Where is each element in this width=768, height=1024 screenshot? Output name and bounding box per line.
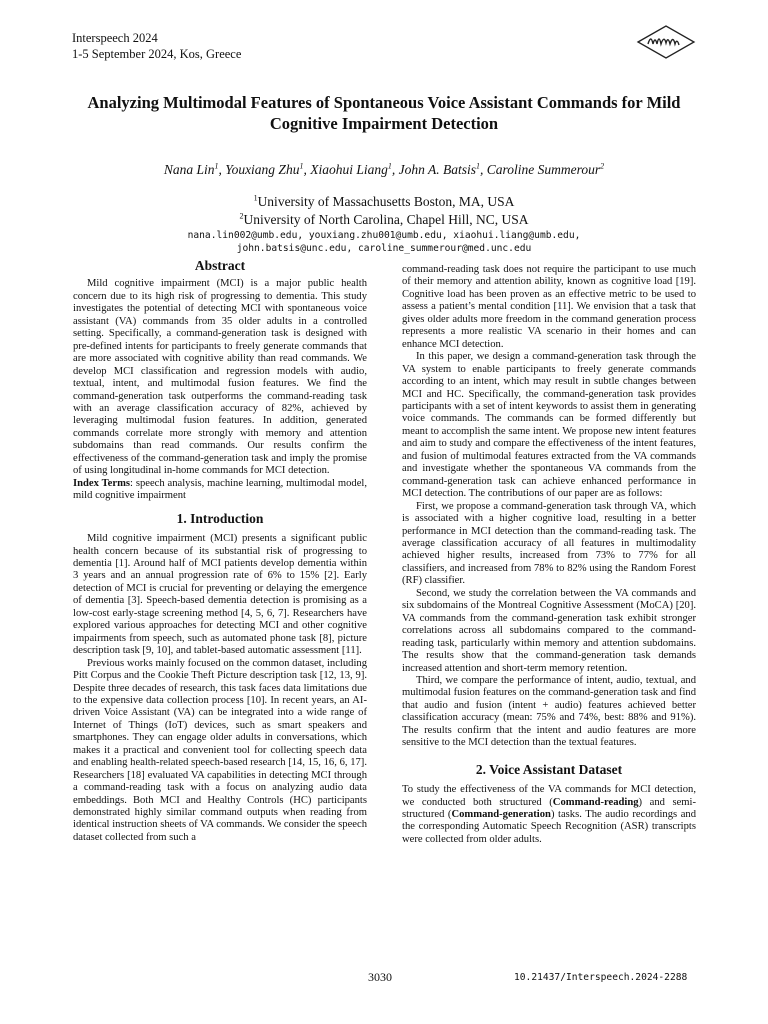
paragraph: Second, we study the correlation between the VA commands and six subdomains of the Montreal Cognitive Assessment (MoCA) [20]. VA commands from the command-generation task exhibit stronger correlations across all subdomains compared to the command-reading task, particularly within memory and attention subdomains. The results show that the command-generation task demands increased attention and short-term memory retention.: [402, 587, 696, 674]
paragraph: In this paper, we design a command-generation task through the VA system to enable participants to freely generate commands according to an intent, which may result in subtle changes between MCI and HC. Specifically, the command-generation task provides participants with a set of intent keywords to assist them in generating voice commands. The commands can be formed differently but meant to accomplish the same intent. We propose new intent features and aim to study and compare the effectiveness of the intent features, and fusion of multimodal features extracted from the VA commands and investigate whether the spontaneous VA commands from the command-generation task can achieve enhanced performance in MCI detection. The contributions of our paper are as follows:: [402, 351, 696, 500]
author: Youxiang Zhu: [225, 162, 300, 177]
paper-title: Analyzing Multimodal Features of Spontaneous Voice Assistant Commands for Mild Cognitive Impairment Detection: [87, 93, 681, 133]
index-terms: Index Terms: speech analysis, machine learning, multimodal model, mild cognitive impairment: [73, 477, 367, 502]
interspeech-logo-icon: [634, 22, 698, 62]
author: Xiaohui Liang: [310, 162, 388, 177]
doi: 10.21437/Interspeech.2024-2288: [514, 972, 688, 983]
paragraph: To study the effectiveness of the VA commands for MCI detection, we conducted both structured (Command-reading) and semi-structured (Command-generation) tasks. The audio recordings and the corresponding Automatic Speech Recognition (ASR) transcripts were collected from older adults.: [402, 784, 696, 845]
abstract-heading: Abstract: [194, 258, 246, 273]
left-column: [73, 260, 367, 844]
author-mark: 1: [387, 161, 392, 171]
right-column: [402, 264, 696, 846]
author-mark: 2: [600, 161, 605, 171]
author-mark: 1: [475, 161, 480, 171]
conference-name: Interspeech 2024: [72, 31, 158, 45]
affiliations: [60, 193, 708, 229]
author: Nana Lin: [163, 162, 215, 177]
author: Caroline Summerour: [486, 162, 601, 177]
author-mark: 1: [214, 161, 219, 171]
affiliation: $^1$University of Massachusetts Boston, MA, USA: [253, 193, 515, 209]
paragraph: Mild cognitive impairment (MCI) presents a significant public health concern because of its substantial risk of progressing to dementia [1]. Around half of MCI patients develop dementia within 3 years and an annual progression rate of 6% to 15% [2]. Early detection of MCI is crucial for preventing or delaying the emergence of dementia [3]. Speech-based dementia detection is promising as a low-cost early-stage screening method [4, 5, 6, 7]. Researchers have explored various approaches for detecting MCI and other cognitive impairments from speech, such as automated phone task [8], picture description task [9, 10], and tablet-based automatic assessment [11].: [73, 533, 367, 657]
paragraph: Previous works mainly focused on the common dataset, including Pitt Corpus and the Cookie Theft Picture description task [12, 13, 9]. Despite three decades of research, this task faces data limitations due to the expensive data collection process [10]. In recent years, an AI-driven Voice Assistant (VA) can be integrated into a wide range of Internet of Things (IoT) devices, such as smart speakers and smartphones. They can engage older adults in conversations, which makes it a practical and convenient tool for collecting speech data and enabling health-related speech-based research [14, 15, 16, 6, 17]. Researchers [18] evaluated VA capabilities in detecting MCI through a command-reading task with a focus on analyzing audio data embeddings. Both MCI and Healthy Controls (HC) participants demonstrated highly similar command outputs when reading from identical instruction sheets of VA commands. We consider the speech dataset collected from such a: [73, 657, 367, 843]
section-heading: 1. Introduction: [176, 510, 264, 526]
paragraph: Third, we compare the performance of intent, audio, textual, and multimodal fusion features on the command-generation task and find that audio and fusion (intent + audio) features achieved better classification accuracy (mean: 75% and 74%, best: 88% and 91%). The results confirm that the intent and audio features are more sensitive to the MCI detection than the textual features.: [402, 674, 696, 749]
abstract-text: Mild cognitive impairment (MCI) is a major public health concern due to its high risk of progressing to dementia. This study investigates the potential of detecting MCI with spontaneous voice assistant (VA) commands from 35 older adults in a controlled setting. Specifically, a command-generation task is designed with pre-defined intents for participants to freely generate commands that are more associated with cognitive ability than read commands. We develop MCI classification and regression models with audio, textual, intent, and multimodal fusion features. We find the command-generation task outperforms the command-reading task with an average classification accuracy of 82%, achieved by leveraging multimodal fusion features. In addition, generated commands correlate more strongly with memory and attention subdomains than read commands. Our results confirm the effectiveness of the command-generation task and imply the promise of using longitudinal in-home commands for MCI detection.: [73, 278, 367, 477]
paragraph: First, we propose a command-generation task through VA, which is associated with a higher cognitive load, resulting in a better performance in MCI detection than the command-reading task. The average classification accuracy of all features in multimodality achieved higher results, increased from 73% to 77% for all classifiers, and increased from 78% to 82% using the Random Forest (RF) classifier.: [402, 500, 696, 587]
conference-dates: 1-5 September 2024, Kos, Greece: [72, 47, 242, 61]
author-list: Nana Lin$^1$, Youxiang Zhu$^1$, Xiaohui Liang$^1$, John A. Batsis$^1$, Caroline Summerour$^2$: [163, 161, 605, 177]
page-number: 3030: [368, 970, 392, 984]
author-emails: nana.lin002@umb.edu, youxiang.zhu001@umb.edu, xiaohui.liang@umb.edu, john.batsis@unc.edu, caroline_summerour@med.unc.edu: [187, 230, 581, 254]
section-heading: 2. Voice Assistant Dataset: [475, 761, 623, 777]
author: John A. Batsis: [398, 162, 476, 177]
affiliation: $^2$University of North Carolina, Chapel Hill, NC, USA: [239, 211, 529, 227]
conference-header: [72, 30, 241, 62]
author-mark: 1: [299, 161, 304, 171]
paragraph: command-reading task does not require the participant to use much of their memory and attention ability, known as cognitive load [19]. Cognitive load has been proven as an effective metric to be used to assess a patient’s mental condition [11]. We envision that a task that gives older adults more freedom in the command generation process represents a more realistic VA scenario in their homes and can enhance MCI detection.: [402, 264, 696, 350]
